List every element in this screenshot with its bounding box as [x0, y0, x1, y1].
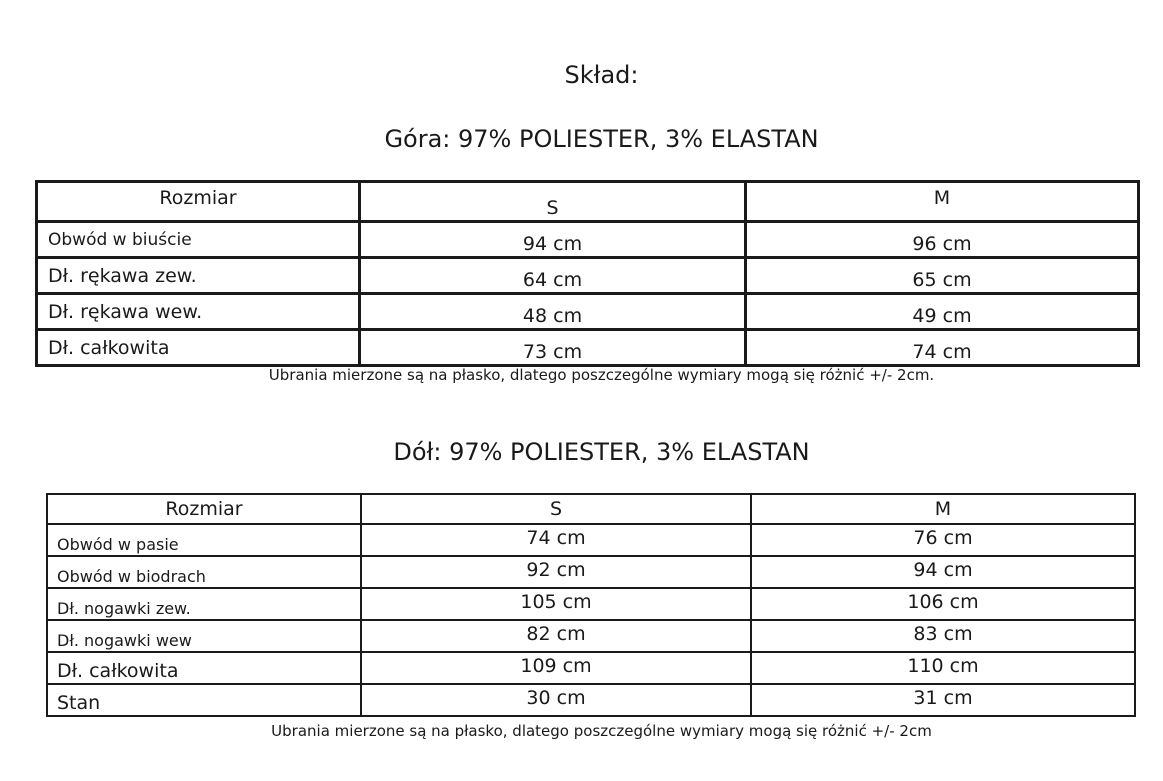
table-row: [37, 222, 1139, 258]
row-label: Obwód w biuście: [37, 222, 360, 258]
cell-s: 82 cm: [361, 620, 751, 652]
cell-m: 76 cm: [751, 524, 1135, 556]
table-row: [47, 556, 1135, 588]
header-m: M: [751, 494, 1135, 524]
row-label: Dł. nogawki wew: [47, 620, 361, 652]
measurement-note: Ubrania mierzone są na płasko, dlatego poszczególne wymiary mogą się różnić +/- 2cm: [271, 722, 932, 740]
table-header-row: [47, 494, 1135, 524]
table-row: [37, 294, 1139, 330]
cell-m: 74 cm: [746, 330, 1139, 366]
header-m: M: [746, 182, 1139, 222]
cell-m: 96 cm: [746, 222, 1139, 258]
cell-m: 94 cm: [751, 556, 1135, 588]
cell-m: 110 cm: [751, 652, 1135, 684]
bottom-size-table: [46, 493, 1136, 717]
top-garment-title: Góra: 97% POLIESTER, 3% ELASTAN: [384, 125, 819, 153]
row-label: Obwód w pasie: [47, 524, 361, 556]
header-s: S: [360, 182, 746, 222]
row-label: Dł. rękawa wew.: [37, 294, 360, 330]
header-size: Rozmiar: [47, 494, 361, 524]
row-label: Stan: [47, 684, 361, 716]
bottom-garment-title: Dół: 97% POLIESTER, 3% ELASTAN: [393, 438, 810, 466]
top-size-table: [35, 180, 1140, 367]
cell-s: 48 cm: [360, 294, 746, 330]
cell-m: 31 cm: [751, 684, 1135, 716]
cell-s: 94 cm: [360, 222, 746, 258]
measurement-note: Ubrania mierzone są na płasko, dlatego poszczególne wymiary mogą się różnić +/- 2cm.: [268, 366, 935, 384]
cell-m: 49 cm: [746, 294, 1139, 330]
cell-m: 106 cm: [751, 588, 1135, 620]
table-row: [47, 588, 1135, 620]
table-row: [47, 524, 1135, 556]
row-label: Obwód w biodrach: [47, 556, 361, 588]
cell-s: 64 cm: [360, 258, 746, 294]
header-size: Rozmiar: [37, 182, 360, 222]
composition-title: Skład:: [564, 61, 639, 89]
cell-s: 73 cm: [360, 330, 746, 366]
table-row: [47, 620, 1135, 652]
row-label: Dł. całkowita: [47, 652, 361, 684]
cell-s: 92 cm: [361, 556, 751, 588]
cell-s: 74 cm: [361, 524, 751, 556]
table-row: [37, 330, 1139, 366]
row-label: Dł. rękawa zew.: [37, 258, 360, 294]
cell-s: 105 cm: [361, 588, 751, 620]
cell-s: 30 cm: [361, 684, 751, 716]
header-s: S: [361, 494, 751, 524]
table-row: [47, 684, 1135, 716]
cell-m: 83 cm: [751, 620, 1135, 652]
cell-m: 65 cm: [746, 258, 1139, 294]
table-row: [37, 258, 1139, 294]
table-row: [47, 652, 1135, 684]
row-label: Dł. całkowita: [37, 330, 360, 366]
table-header-row: [37, 182, 1139, 222]
cell-s: 109 cm: [361, 652, 751, 684]
row-label: Dł. nogawki zew.: [47, 588, 361, 620]
